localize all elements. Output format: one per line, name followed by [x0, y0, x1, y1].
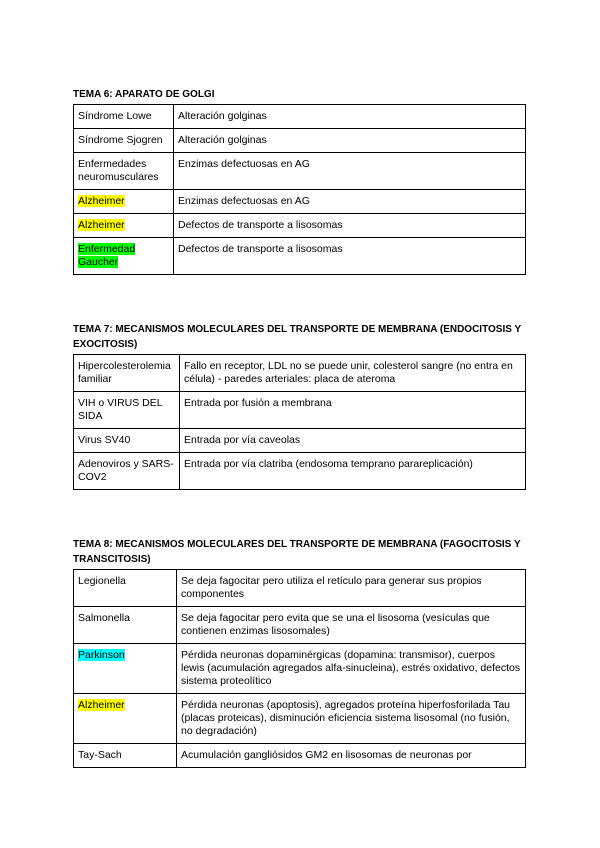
disease-table	[73, 569, 526, 768]
disease-term-cell	[74, 190, 174, 214]
disease-description: Defectos de transporte a lisosomas	[178, 243, 343, 255]
disease-term-cell	[74, 694, 177, 744]
disease-description: Entrada por vía caveolas	[184, 434, 301, 446]
description-cell	[180, 392, 526, 429]
disease-term-cell	[74, 607, 177, 644]
disease-term-cell	[74, 570, 177, 607]
disease-term: Enfermedades neuromusculares	[78, 158, 159, 183]
disease-description: Enzimas defectuosas en AG	[178, 195, 310, 207]
description-cell	[174, 238, 526, 275]
disease-description: Se deja fagocitar pero utiliza el retículo para generar sus propios componentes	[181, 575, 482, 600]
disease-term: Síndrome Sjogren	[78, 134, 163, 146]
disease-table	[73, 104, 526, 275]
disease-term: Legionella	[78, 575, 126, 587]
table-row	[74, 644, 526, 694]
table-row	[74, 129, 526, 153]
table-row	[74, 105, 526, 129]
disease-term: Salmonella	[78, 612, 130, 624]
disease-term-cell	[74, 355, 180, 392]
description-cell	[174, 153, 526, 190]
table-row	[74, 355, 526, 392]
description-cell	[177, 644, 526, 694]
disease-term-highlighted: Alzheimer	[78, 219, 125, 231]
section-heading: TEMA 6: APARATO DE GOLGI	[73, 89, 215, 100]
description-cell	[180, 355, 526, 392]
disease-term: VIH o VIRUS DEL SIDA	[78, 397, 163, 422]
table-row	[74, 429, 526, 453]
disease-description: Enzimas defectuosas en AG	[178, 158, 310, 170]
section-heading: TEMA 8: MECANISMOS MOLECULARES DEL TRANSPORTE DE MEMBRANA (FAGOCITOSIS Y TRANSCITOSIS)	[73, 539, 521, 565]
disease-term-highlighted: Alzheimer	[78, 699, 125, 711]
disease-table	[73, 354, 526, 490]
table-row	[74, 607, 526, 644]
table-row	[74, 392, 526, 429]
disease-description: Pérdida neuronas (apoptosis), agregados proteína hiperfosforilada Tau (placas proteicas), disminución eficiencia sistema lisosomal (no fusión, no degradación)	[181, 699, 511, 737]
description-cell	[180, 453, 526, 490]
description-cell	[180, 429, 526, 453]
description-cell	[174, 129, 526, 153]
description-cell	[174, 214, 526, 238]
disease-term: Tay-Sach	[78, 749, 122, 761]
table-row	[74, 744, 526, 768]
description-cell	[177, 694, 526, 744]
disease-term-cell	[74, 644, 177, 694]
table-row	[74, 214, 526, 238]
description-cell	[174, 105, 526, 129]
disease-term-highlighted: Parkinson	[78, 649, 125, 661]
disease-description: Fallo en receptor, LDL no se puede unir, colesterol sangre (no entra en célula) - paredes arteriales: placa de ateroma	[184, 360, 513, 385]
section-heading: TEMA 7: MECANISMOS MOLECULARES DEL TRANSPORTE DE MEMBRANA (ENDOCITOSIS Y EXOCITOSIS)	[73, 324, 521, 350]
disease-description: Entrada por fusión a membrana	[184, 397, 332, 409]
disease-description: Defectos de transporte a lisosomas	[178, 219, 343, 231]
description-cell	[174, 190, 526, 214]
disease-term-cell	[74, 453, 180, 490]
disease-term: Síndrome Lowe	[78, 110, 152, 122]
disease-term-cell	[74, 105, 174, 129]
table-row	[74, 453, 526, 490]
table-row	[74, 694, 526, 744]
disease-term-cell	[74, 153, 174, 190]
disease-term-highlighted: Enfermedad Gaucher	[78, 243, 136, 268]
disease-description: Se deja fagocitar pero evita que se una el lisosoma (vesículas que contienen enzimas lisosomales)	[181, 612, 490, 637]
disease-term-cell	[74, 744, 177, 768]
table-row	[74, 570, 526, 607]
disease-term-cell	[74, 429, 180, 453]
disease-description: Entrada por vía clatriba (endosoma temprano parareplicación)	[184, 458, 473, 470]
description-cell	[177, 744, 526, 768]
description-cell	[177, 570, 526, 607]
table-row	[74, 190, 526, 214]
disease-term: Hipercolesterolemia familiar	[78, 360, 171, 385]
table-row	[74, 238, 526, 275]
disease-description: Alteración golginas	[178, 110, 267, 122]
disease-term: Virus SV40	[78, 434, 131, 446]
disease-description: Alteración golginas	[178, 134, 267, 146]
disease-description: Acumulación gangliósidos GM2 en lisosomas de neuronas por	[181, 749, 472, 761]
section-tema-8	[73, 537, 525, 768]
table-row	[74, 153, 526, 190]
disease-term-cell	[74, 214, 174, 238]
disease-term-cell	[74, 129, 174, 153]
disease-term-cell	[74, 238, 174, 275]
disease-description: Pérdida neuronas dopaminérgicas (dopamina: transmisor), cuerpos lewis (acumulación agregados alfa-sinucleina), estrés oxidativo, defectos sistema proteolítico	[181, 649, 521, 687]
section-tema-7	[73, 322, 525, 490]
section-tema-6	[73, 87, 525, 275]
disease-term-cell	[74, 392, 180, 429]
disease-term: Adenoviros y SARS-COV2	[78, 458, 174, 483]
disease-term-highlighted: Alzheimer	[78, 195, 125, 207]
description-cell	[177, 607, 526, 644]
